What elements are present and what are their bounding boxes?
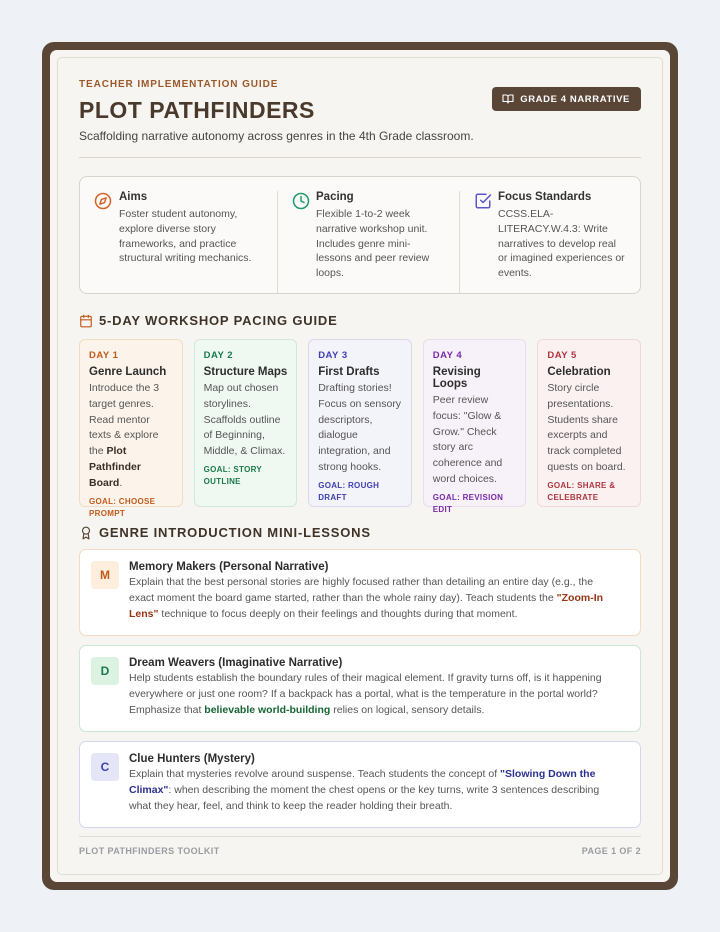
overview-text: Foster student autonomy, explore diverse story frameworks, and practice structural writing mechanics. — [119, 208, 252, 265]
day-text — [89, 381, 174, 492]
header — [79, 79, 641, 143]
book-icon — [502, 93, 514, 105]
lesson-title: Memory Makers (Personal Narrative) — [129, 561, 329, 573]
day-card — [423, 339, 527, 514]
eyebrow: TEACHER IMPLEMENTATION GUIDE — [79, 79, 279, 90]
day-text — [433, 393, 518, 488]
clock-icon — [292, 192, 310, 210]
lesson-title: Clue Hunters (Mystery) — [129, 753, 255, 765]
lesson-text — [129, 767, 620, 814]
calendar-icon — [79, 314, 93, 328]
day-title: Genre Launch — [89, 366, 167, 378]
overview-standards — [459, 191, 640, 293]
day-label: DAY 5 — [547, 350, 577, 361]
checkbox-icon — [474, 192, 492, 210]
lesson-text-part: Explain that mysteries revolve around suspense. Teach students the concept of — [129, 768, 501, 780]
lesson-text-bold: believable world-building — [204, 703, 331, 716]
pacing-heading — [79, 313, 641, 328]
day-label: DAY 3 — [318, 350, 348, 361]
day-cards — [79, 339, 641, 518]
grade-badge — [492, 87, 641, 111]
lesson-letter-tile: M — [91, 561, 119, 589]
lesson-title: Dream Weavers (Imaginative Narrative) — [129, 657, 343, 669]
day-goal: GOAL: STORY OUTLINE — [203, 464, 262, 486]
day-text-part: Drafting stories! Focus on sensory descriptors, dialogue integration, and strong hooks. — [318, 382, 402, 473]
overview-panel — [79, 176, 641, 294]
day-title: First Drafts — [318, 366, 380, 378]
day-text — [318, 381, 403, 476]
overview-aims — [80, 191, 277, 293]
lesson-text — [129, 575, 620, 622]
overview-text: CCSS.ELA-LITERACY.W.4.3: Write narratives to develop real or imagined experiences or events. — [498, 208, 625, 280]
lesson-text — [129, 671, 620, 718]
day-card — [308, 339, 412, 507]
lessons-heading-text: GENRE INTRODUCTION MINI-LESSONS — [99, 525, 371, 540]
page-subtitle: Scaffolding narrative autonomy across genres in the 4th Grade classroom. — [79, 129, 474, 143]
lesson-text-part: : when describing the moment the chest opens or the key turns, write 3 sentences describing what they hear, feel, and think to keep the reader holding their breath. — [129, 783, 600, 812]
day-card — [79, 339, 183, 518]
award-ribbon-icon — [79, 526, 93, 540]
day-text — [547, 381, 632, 476]
page-title: PLOT PATHFINDERS — [79, 97, 315, 123]
lesson-text-part: technique to focus deeply on their feelings and thoughts during that moment. — [158, 607, 518, 620]
lesson-list — [79, 549, 641, 828]
day-label: DAY 2 — [203, 350, 234, 361]
day-card — [194, 339, 298, 507]
day-text — [204, 381, 289, 460]
day-text-part: Story circle presentations. Students share excerpts and track completed quests on board. — [547, 382, 626, 473]
overview-text: Flexible 1-to-2 week narrative workshop unit. Includes genre mini-lessons and peer review loops. — [316, 208, 430, 280]
document-page — [50, 50, 670, 882]
footer — [79, 836, 641, 856]
day-goal: GOAL: CHOOSE PROMPT — [89, 496, 156, 518]
footer-left: PLOT PATHFINDERS TOOLKIT — [79, 846, 220, 856]
page-number: PAGE 1 OF 2 — [581, 846, 641, 856]
day-goal: GOAL: ROUGH DRAFT — [318, 480, 380, 502]
day-text-part: Peer review focus: "Glow & Grow." Check story arc coherence and word choices. — [432, 394, 503, 485]
overview-title: Pacing — [316, 191, 354, 203]
day-title: Revising Loops — [432, 366, 481, 390]
day-label: DAY 4 — [432, 350, 463, 361]
overview-title: Focus Standards — [498, 191, 592, 203]
compass-icon — [94, 192, 112, 210]
overview-title: Aims — [119, 191, 148, 203]
pacing-heading-text: 5-DAY WORKSHOP PACING GUIDE — [99, 313, 338, 328]
lesson-text-bold: "Slowing Down the Climax" — [129, 768, 596, 796]
lesson-letter-tile: C — [91, 753, 119, 781]
day-text-part: Introduce the 3 target genres. Read mentor texts & explore the — [89, 382, 160, 458]
lesson-letter-tile: D — [91, 657, 119, 685]
day-goal: GOAL: SHARE & CELEBRATE — [547, 480, 616, 502]
badge-label: GRADE 4 NARRATIVE — [520, 93, 630, 105]
page-frame — [42, 42, 678, 890]
lesson-text-part: Help students establish the boundary rules of their magical element. If gravity turns off, is it happening everywhere or just one room? If a backpack has a portal, what is the temperature in the portal world? Emphasize that — [129, 672, 602, 716]
lesson-text-part: Explain that the best personal stories are highly focused rather than detailing an entire day (e.g., the exact moment the board game started, rather than the whole rainy day). Teach students the — [129, 576, 594, 604]
overview-pacing — [277, 191, 459, 293]
day-text-bold: Plot Pathfinder Board — [89, 445, 141, 489]
lesson-text-bold: "Zoom-In Lens" — [129, 591, 604, 620]
lesson-card — [79, 549, 641, 636]
day-label: DAY 1 — [89, 350, 119, 361]
header-divider — [79, 157, 641, 158]
lesson-card — [79, 645, 641, 732]
day-text-part: . — [119, 476, 123, 489]
lesson-text-part: relies on logical, sensory details. — [330, 703, 485, 716]
day-title: Structure Maps — [203, 366, 288, 378]
day-card — [537, 339, 641, 507]
day-text-part: Map out chosen storylines. Scaffolds outline of Beginning, Middle, & Climax. — [203, 382, 286, 458]
day-title: Celebration — [547, 366, 611, 378]
day-goal: GOAL: REVISION EDIT — [432, 492, 504, 514]
lesson-card — [79, 741, 641, 828]
content — [79, 79, 641, 837]
lessons-heading — [79, 525, 641, 540]
